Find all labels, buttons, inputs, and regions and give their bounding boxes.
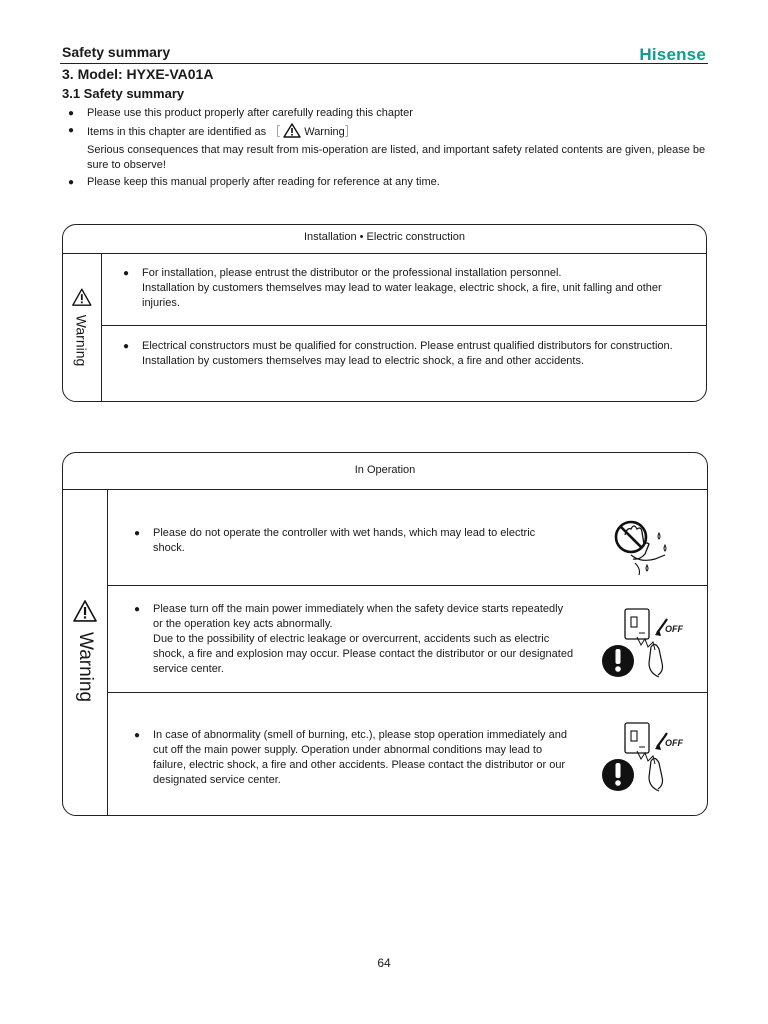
operation-warning-box — [62, 452, 708, 816]
bullet-icon: ● — [68, 125, 75, 136]
bullet-icon: ● — [123, 268, 130, 279]
switch-off-label: OFF — [665, 624, 683, 634]
list-item: ● Electrical constructors must be qualified for construction. Please entrust qualified distributors for construction. Installation by customers themselves may lead to electric shock, a fire and other accidents. — [123, 340, 673, 367]
subsection-heading: 3.1 Safety summary — [62, 86, 185, 101]
divider — [63, 489, 707, 490]
installation-warning-box — [62, 224, 707, 402]
header-rule — [60, 63, 708, 64]
page-number: 64 — [377, 956, 391, 970]
power-off-icon — [599, 603, 691, 688]
bullet-icon: ● — [123, 341, 130, 352]
power-off-icon — [599, 717, 691, 802]
list-item: ● In case of abnormality (smell of burning, etc.), please stop operation immediately and cut off the main power supply. Operation under abnormal conditions may lead to failure, electric shock, a fire and other accidents. Please contact the distributor or our designated service center. — [134, 729, 567, 786]
list-item: ● Items in this chapter are identified as ［ Warning］ Serious consequences that may result from mis-operation are listed, and important safety related contents are given, please be sure to observe! — [68, 125, 706, 171]
switch-off-label: OFF — [665, 738, 683, 748]
warning-triangle-icon — [283, 123, 301, 143]
list-item: ● Please use this product properly after carefully reading this chapter — [68, 107, 413, 119]
model-heading: 3. Model: HYXE-VA01A — [62, 66, 214, 82]
bullet-icon: ● — [68, 108, 75, 119]
divider — [101, 253, 102, 401]
divider — [107, 489, 108, 815]
bullet-icon: ● — [134, 604, 141, 615]
divider — [107, 585, 707, 586]
bullet-icon: ● — [68, 177, 75, 188]
list-item: ● For installation, please entrust the distributor or the professional installation personnel. Installation by customers themselves may lead to water leakage, electric shock, a fire, unit falling and other injuries. — [123, 267, 662, 309]
no-wet-hands-icon — [611, 515, 673, 582]
divider — [107, 692, 707, 693]
list-item: ● Please do not operate the controller with wet hands, which may lead to electric shock. — [134, 527, 536, 554]
divider — [101, 325, 706, 326]
list-item: ● Please turn off the main power immediately when the safety device starts repeatedly or the operation key acts abnormally. Due to the possibility of electric leakage or overcurrent, accidents such as electric shock, a fire and explosion may occur. Please contact the distributor or our designated service center. — [134, 603, 574, 675]
box-title: Installation • Electric construction — [304, 231, 465, 243]
warning-side-label: Warning — [63, 489, 107, 815]
brand-logo: Hisense — [639, 45, 706, 64]
warning-triangle-icon — [72, 288, 92, 309]
bullet-icon: ● — [134, 528, 141, 539]
warning-triangle-icon — [73, 600, 97, 628]
bullet-icon: ● — [134, 730, 141, 741]
list-item: ● Please keep this manual properly after reading for reference at any time. — [68, 176, 440, 188]
warning-side-label: Warning — [63, 253, 101, 401]
intro-bullet-list — [68, 106, 708, 192]
divider — [63, 253, 706, 254]
box-title: In Operation — [354, 464, 416, 476]
section-title: Safety summary — [62, 44, 171, 60]
